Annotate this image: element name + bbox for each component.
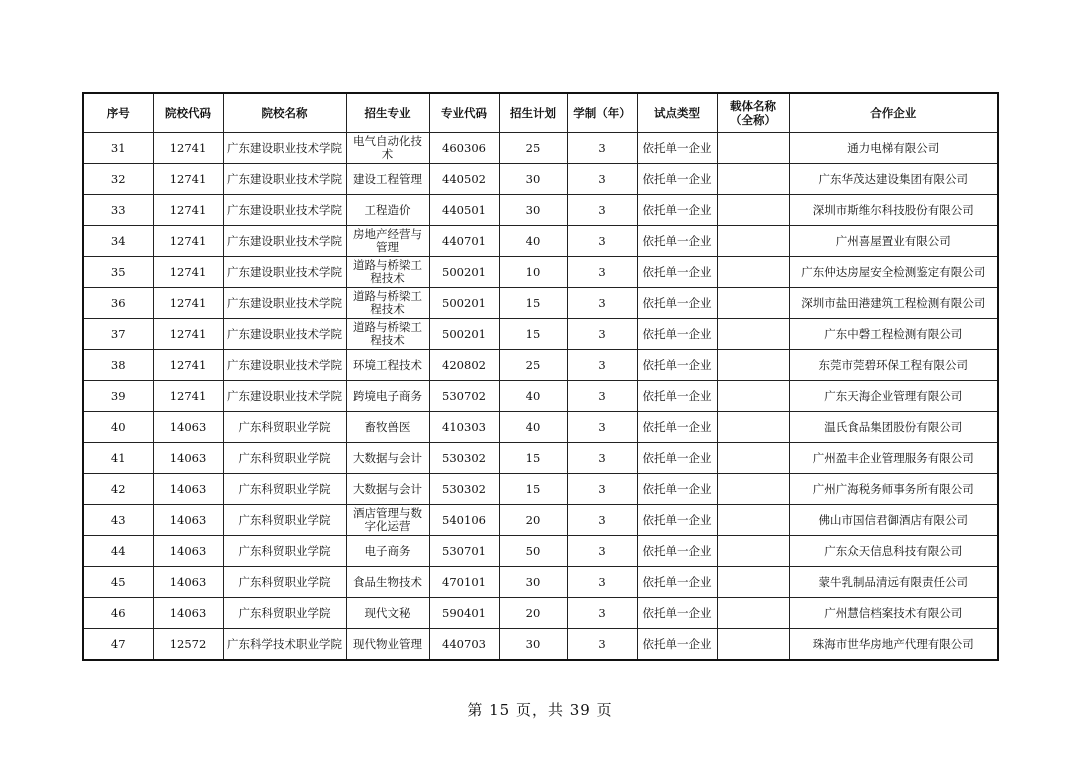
carrier-name-cell: [717, 350, 789, 381]
school-name-cell: 广东建设职业技术学院: [223, 195, 346, 226]
serial-number-cell: 37: [83, 319, 153, 350]
major-cell: 畜牧兽医: [346, 412, 429, 443]
carrier-name-cell: [717, 195, 789, 226]
duration-cell: 3: [567, 195, 637, 226]
major-code-cell: 540106: [429, 505, 499, 536]
school-code-cell: 12741: [153, 350, 223, 381]
school-code-cell: 14063: [153, 567, 223, 598]
table-row: [83, 319, 998, 350]
school-name-cell: 广东建设职业技术学院: [223, 350, 346, 381]
carrier-name-cell: [717, 629, 789, 661]
major-cell: 电子商务: [346, 536, 429, 567]
serial-number-cell: 36: [83, 288, 153, 319]
header-cell: 序号: [83, 93, 153, 133]
table-row: [83, 412, 998, 443]
table-row: [83, 350, 998, 381]
serial-number-cell: 43: [83, 505, 153, 536]
serial-number-cell: 41: [83, 443, 153, 474]
partner-company-cell: 广东天海企业管理有限公司: [789, 381, 998, 412]
school-code-cell: 12741: [153, 288, 223, 319]
enrollment-plan-cell: 30: [499, 164, 567, 195]
partner-company-cell: 温氏食品集团股份有限公司: [789, 412, 998, 443]
school-name-cell: 广东建设职业技术学院: [223, 381, 346, 412]
enrollment-plan-cell: 30: [499, 567, 567, 598]
major-code-cell: 530302: [429, 474, 499, 505]
school-code-cell: 12741: [153, 226, 223, 257]
enrollment-plan-cell: 20: [499, 598, 567, 629]
major-cell: 食品生物技术: [346, 567, 429, 598]
carrier-name-cell: [717, 567, 789, 598]
school-name-cell: 广东科贸职业学院: [223, 598, 346, 629]
duration-cell: 3: [567, 319, 637, 350]
major-code-cell: 590401: [429, 598, 499, 629]
header-cell: 学制（年）: [567, 93, 637, 133]
header-cell: 院校代码: [153, 93, 223, 133]
school-code-cell: 12741: [153, 257, 223, 288]
major-cell: 大数据与会计: [346, 474, 429, 505]
duration-cell: 3: [567, 443, 637, 474]
enrollment-plan-cell: 10: [499, 257, 567, 288]
major-code-cell: 410303: [429, 412, 499, 443]
table-row: [83, 257, 998, 288]
partner-company-cell: 广州喜屋置业有限公司: [789, 226, 998, 257]
duration-cell: 3: [567, 350, 637, 381]
school-name-cell: 广东科贸职业学院: [223, 567, 346, 598]
header-cell: 合作企业: [789, 93, 998, 133]
pilot-type-cell: 依托单一企业: [637, 226, 717, 257]
table-row: [83, 598, 998, 629]
carrier-name-cell: [717, 474, 789, 505]
header-cell: 招生计划: [499, 93, 567, 133]
school-code-cell: 12741: [153, 319, 223, 350]
serial-number-cell: 32: [83, 164, 153, 195]
table-row: [83, 505, 998, 536]
serial-number-cell: 47: [83, 629, 153, 661]
school-code-cell: 14063: [153, 474, 223, 505]
school-code-cell: 14063: [153, 598, 223, 629]
partner-company-cell: 深圳市盐田港建筑工程检测有限公司: [789, 288, 998, 319]
major-code-cell: 500201: [429, 257, 499, 288]
partner-company-cell: 广东仲达房屋安全检测鉴定有限公司: [789, 257, 998, 288]
enrollment-plan-cell: 50: [499, 536, 567, 567]
enrollment-plan-cell: 40: [499, 381, 567, 412]
table-row: [83, 474, 998, 505]
carrier-name-cell: [717, 412, 789, 443]
enrollment-plan-cell: 30: [499, 195, 567, 226]
pilot-type-cell: 依托单一企业: [637, 133, 717, 164]
major-code-cell: 470101: [429, 567, 499, 598]
pilot-type-cell: 依托单一企业: [637, 412, 717, 443]
header-cell: 专业代码: [429, 93, 499, 133]
duration-cell: 3: [567, 567, 637, 598]
major-cell: 酒店管理与数字化运营: [346, 505, 429, 536]
partner-company-cell: 东莞市莞碧环保工程有限公司: [789, 350, 998, 381]
major-code-cell: 530302: [429, 443, 499, 474]
carrier-name-cell: [717, 443, 789, 474]
partner-company-cell: 珠海市世华房地产代理有限公司: [789, 629, 998, 661]
carrier-name-cell: [717, 536, 789, 567]
partner-company-cell: 广东华茂达建设集团有限公司: [789, 164, 998, 195]
enrollment-plan-cell: 15: [499, 474, 567, 505]
major-cell: 跨境电子商务: [346, 381, 429, 412]
serial-number-cell: 33: [83, 195, 153, 226]
pilot-type-cell: 依托单一企业: [637, 257, 717, 288]
major-cell: 环境工程技术: [346, 350, 429, 381]
major-cell: 道路与桥梁工程技术: [346, 257, 429, 288]
enrollment-plan-cell: 15: [499, 319, 567, 350]
school-name-cell: 广东科贸职业学院: [223, 536, 346, 567]
school-code-cell: 14063: [153, 505, 223, 536]
carrier-name-cell: [717, 598, 789, 629]
school-name-cell: 广东建设职业技术学院: [223, 226, 346, 257]
school-name-cell: 广东建设职业技术学院: [223, 288, 346, 319]
partner-company-cell: 广州盈丰企业管理服务有限公司: [789, 443, 998, 474]
enrollment-plan-cell: 15: [499, 288, 567, 319]
major-cell: 建设工程管理: [346, 164, 429, 195]
pilot-type-cell: 依托单一企业: [637, 474, 717, 505]
major-code-cell: 440501: [429, 195, 499, 226]
major-cell: 电气自动化技术: [346, 133, 429, 164]
serial-number-cell: 45: [83, 567, 153, 598]
school-code-cell: 12741: [153, 133, 223, 164]
partner-company-cell: 佛山市国信君御酒店有限公司: [789, 505, 998, 536]
enrollment-plan-cell: 15: [499, 443, 567, 474]
duration-cell: 3: [567, 412, 637, 443]
major-code-cell: 530702: [429, 381, 499, 412]
duration-cell: 3: [567, 288, 637, 319]
serial-number-cell: 46: [83, 598, 153, 629]
serial-number-cell: 31: [83, 133, 153, 164]
major-code-cell: 440703: [429, 629, 499, 661]
carrier-name-cell: [717, 319, 789, 350]
pilot-type-cell: 依托单一企业: [637, 164, 717, 195]
enrollment-plan-cell: 40: [499, 412, 567, 443]
school-name-cell: 广东科贸职业学院: [223, 474, 346, 505]
pilot-type-cell: 依托单一企业: [637, 350, 717, 381]
pilot-type-cell: 依托单一企业: [637, 319, 717, 350]
serial-number-cell: 40: [83, 412, 153, 443]
major-cell: 现代物业管理: [346, 629, 429, 661]
partner-company-cell: 广东众天信息科技有限公司: [789, 536, 998, 567]
pilot-type-cell: 依托单一企业: [637, 381, 717, 412]
school-code-cell: 12572: [153, 629, 223, 661]
major-code-cell: 500201: [429, 288, 499, 319]
major-cell: 工程造价: [346, 195, 429, 226]
duration-cell: 3: [567, 505, 637, 536]
enrollment-plan-cell: 30: [499, 629, 567, 661]
school-name-cell: 广东建设职业技术学院: [223, 164, 346, 195]
duration-cell: 3: [567, 226, 637, 257]
table-row: [83, 226, 998, 257]
school-name-cell: 广东科贸职业学院: [223, 412, 346, 443]
pilot-type-cell: 依托单一企业: [637, 288, 717, 319]
pilot-type-cell: 依托单一企业: [637, 195, 717, 226]
table-row: [83, 443, 998, 474]
table-row: [83, 288, 998, 319]
enrollment-plan-cell: 20: [499, 505, 567, 536]
partner-company-cell: 广州慧信档案技术有限公司: [789, 598, 998, 629]
pilot-type-cell: 依托单一企业: [637, 505, 717, 536]
major-cell: 大数据与会计: [346, 443, 429, 474]
enrollment-plan-cell: 25: [499, 350, 567, 381]
table-row: [83, 133, 998, 164]
enrollment-table: [82, 92, 999, 661]
carrier-name-cell: [717, 381, 789, 412]
school-name-cell: 广东科学技术职业学院: [223, 629, 346, 661]
carrier-name-cell: [717, 164, 789, 195]
carrier-name-cell: [717, 133, 789, 164]
major-code-cell: 440502: [429, 164, 499, 195]
partner-company-cell: 蒙牛乳制品清远有限责任公司: [789, 567, 998, 598]
table-body: [83, 133, 998, 661]
serial-number-cell: 35: [83, 257, 153, 288]
school-name-cell: 广东建设职业技术学院: [223, 319, 346, 350]
carrier-name-cell: [717, 226, 789, 257]
school-name-cell: 广东建设职业技术学院: [223, 257, 346, 288]
major-code-cell: 530701: [429, 536, 499, 567]
duration-cell: 3: [567, 474, 637, 505]
partner-company-cell: 广州广海税务师事务所有限公司: [789, 474, 998, 505]
enrollment-plan-cell: 25: [499, 133, 567, 164]
duration-cell: 3: [567, 536, 637, 567]
table-row: [83, 381, 998, 412]
pilot-type-cell: 依托单一企业: [637, 567, 717, 598]
pilot-type-cell: 依托单一企业: [637, 629, 717, 661]
school-name-cell: 广东科贸职业学院: [223, 505, 346, 536]
partner-company-cell: 广东中磬工程检测有限公司: [789, 319, 998, 350]
major-cell: 房地产经营与管理: [346, 226, 429, 257]
enrollment-plan-cell: 40: [499, 226, 567, 257]
header-cell: 试点类型: [637, 93, 717, 133]
school-name-cell: 广东建设职业技术学院: [223, 133, 346, 164]
duration-cell: 3: [567, 133, 637, 164]
major-code-cell: 420802: [429, 350, 499, 381]
partner-company-cell: 通力电梯有限公司: [789, 133, 998, 164]
page-number-footer: 第 15 页，共 39 页: [467, 701, 613, 719]
school-code-cell: 14063: [153, 412, 223, 443]
table-row: [83, 567, 998, 598]
major-cell: 道路与桥梁工程技术: [346, 288, 429, 319]
serial-number-cell: 38: [83, 350, 153, 381]
table-row: [83, 164, 998, 195]
school-code-cell: 14063: [153, 443, 223, 474]
duration-cell: 3: [567, 598, 637, 629]
partner-company-cell: 深圳市斯维尔科技股份有限公司: [789, 195, 998, 226]
major-cell: 道路与桥梁工程技术: [346, 319, 429, 350]
duration-cell: 3: [567, 629, 637, 661]
pilot-type-cell: 依托单一企业: [637, 536, 717, 567]
header-cell: 院校名称: [223, 93, 346, 133]
table-header-row: [83, 93, 998, 133]
school-code-cell: 14063: [153, 536, 223, 567]
school-code-cell: 12741: [153, 195, 223, 226]
carrier-name-cell: [717, 257, 789, 288]
serial-number-cell: 34: [83, 226, 153, 257]
serial-number-cell: 39: [83, 381, 153, 412]
serial-number-cell: 44: [83, 536, 153, 567]
duration-cell: 3: [567, 257, 637, 288]
table-row: [83, 195, 998, 226]
table-row: [83, 629, 998, 661]
duration-cell: 3: [567, 381, 637, 412]
school-name-cell: 广东科贸职业学院: [223, 443, 346, 474]
header-cell: 招生专业: [346, 93, 429, 133]
major-cell: 现代文秘: [346, 598, 429, 629]
school-code-cell: 12741: [153, 164, 223, 195]
table-row: [83, 536, 998, 567]
header-cell: 载体名称 （全称）: [717, 93, 789, 133]
school-code-cell: 12741: [153, 381, 223, 412]
carrier-name-cell: [717, 505, 789, 536]
duration-cell: 3: [567, 164, 637, 195]
major-code-cell: 500201: [429, 319, 499, 350]
carrier-name-cell: [717, 288, 789, 319]
pilot-type-cell: 依托单一企业: [637, 443, 717, 474]
serial-number-cell: 42: [83, 474, 153, 505]
major-code-cell: 460306: [429, 133, 499, 164]
major-code-cell: 440701: [429, 226, 499, 257]
pilot-type-cell: 依托单一企业: [637, 598, 717, 629]
